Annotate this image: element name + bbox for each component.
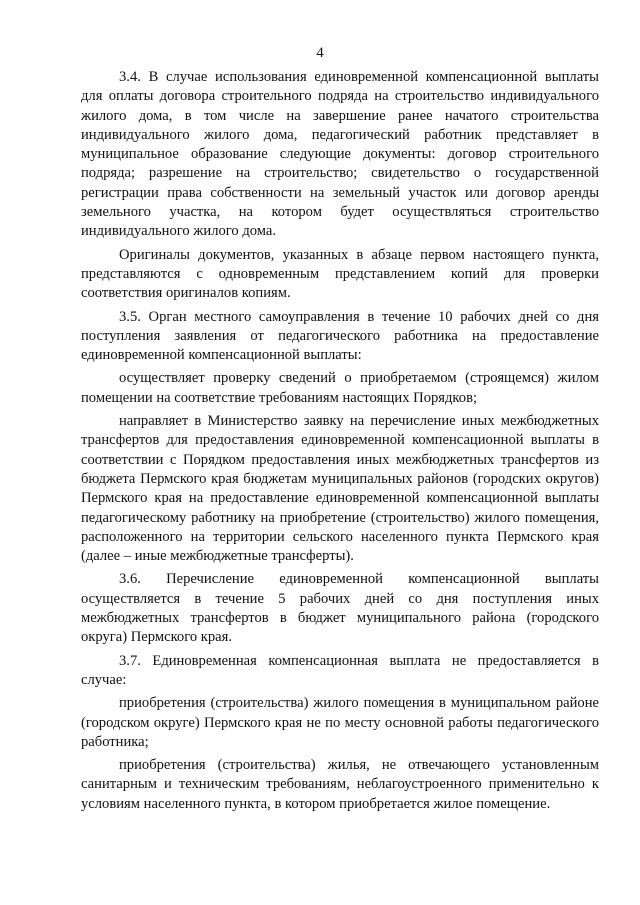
paragraph-verification: осуществляет проверку сведений о приобретаемом (строящемся) жилом помещении на соответствие требованиям настоящих Порядков;: [81, 370, 599, 406]
paragraph-exclusion-location: приобретения (строительства) жилого помещения в муниципальном районе (городском округе) Пермского края не по месту основной работы педагогического работника;: [81, 695, 599, 750]
paragraph-3-5: 3.5. Орган местного самоуправления в течение 10 рабочих дней со дня поступления заявления от педагогического работника на предоставление единовременной компенсационной выплаты:: [81, 308, 599, 364]
paragraph-3-6: 3.6. Перечисление единовременной компенсационной выплаты осуществляется в течение 5 рабочих дней со дня поступления иных межбюджетных трансфертов в бюджет муниципального района (городского округа) Пермского края.: [81, 571, 599, 646]
paragraph-exclusion-requirements: приобретения (строительства) жилья, не отвечающего установленным санитарным и техническим требованиям, неблагоустроенного применительно к условиям населенного пункта, в котором приобретается жилое помещение.: [81, 757, 599, 812]
document-body: [81, 68, 599, 818]
paragraph-request: направляет в Министерство заявку на перечисление иных межбюджетных трансфертов для предоставления единовременной компенсационной выплаты в соответствии с Порядком предоставления иных межбюджетных трансфертов из бюджета Пермского края бюджетам муниципальных районов (городских округов) Пермского края на предоставление единовременной компенсационной выплаты педагогическому работнику на приобретение (строительство) жилого помещения, расположенного на территории сельского населенного пункта Пермского края (далее – иные межбюджетные трансферты).: [81, 413, 599, 565]
page-number: 4: [316, 45, 324, 61]
paragraph-3-7: 3.7. Единовременная компенсационная выплата не предоставляется в случае:: [81, 652, 599, 688]
paragraph-originals: Оригиналы документов, указанных в абзаце первом настоящего пункта, представляются с одновременным представлением копий для проверки соответствия оригиналов копиям.: [81, 246, 599, 302]
paragraph-3-4: 3.4. В случае использования единовременной компенсационной выплаты для оплаты договора строительного подряда на строительство индивидуального жилого дома, в том числе на завершение ранее начатого строительства индивидуального жилого дома, педагогический работник представляет в муниципальное образование следующие документы: договор строительного подряда; разрешение на строительство; свидетельство о государственной регистрации права собственности на земельный участок или договор аренды земельного участка, на котором будет осуществляться строительство индивидуального жилого дома.: [81, 69, 599, 240]
